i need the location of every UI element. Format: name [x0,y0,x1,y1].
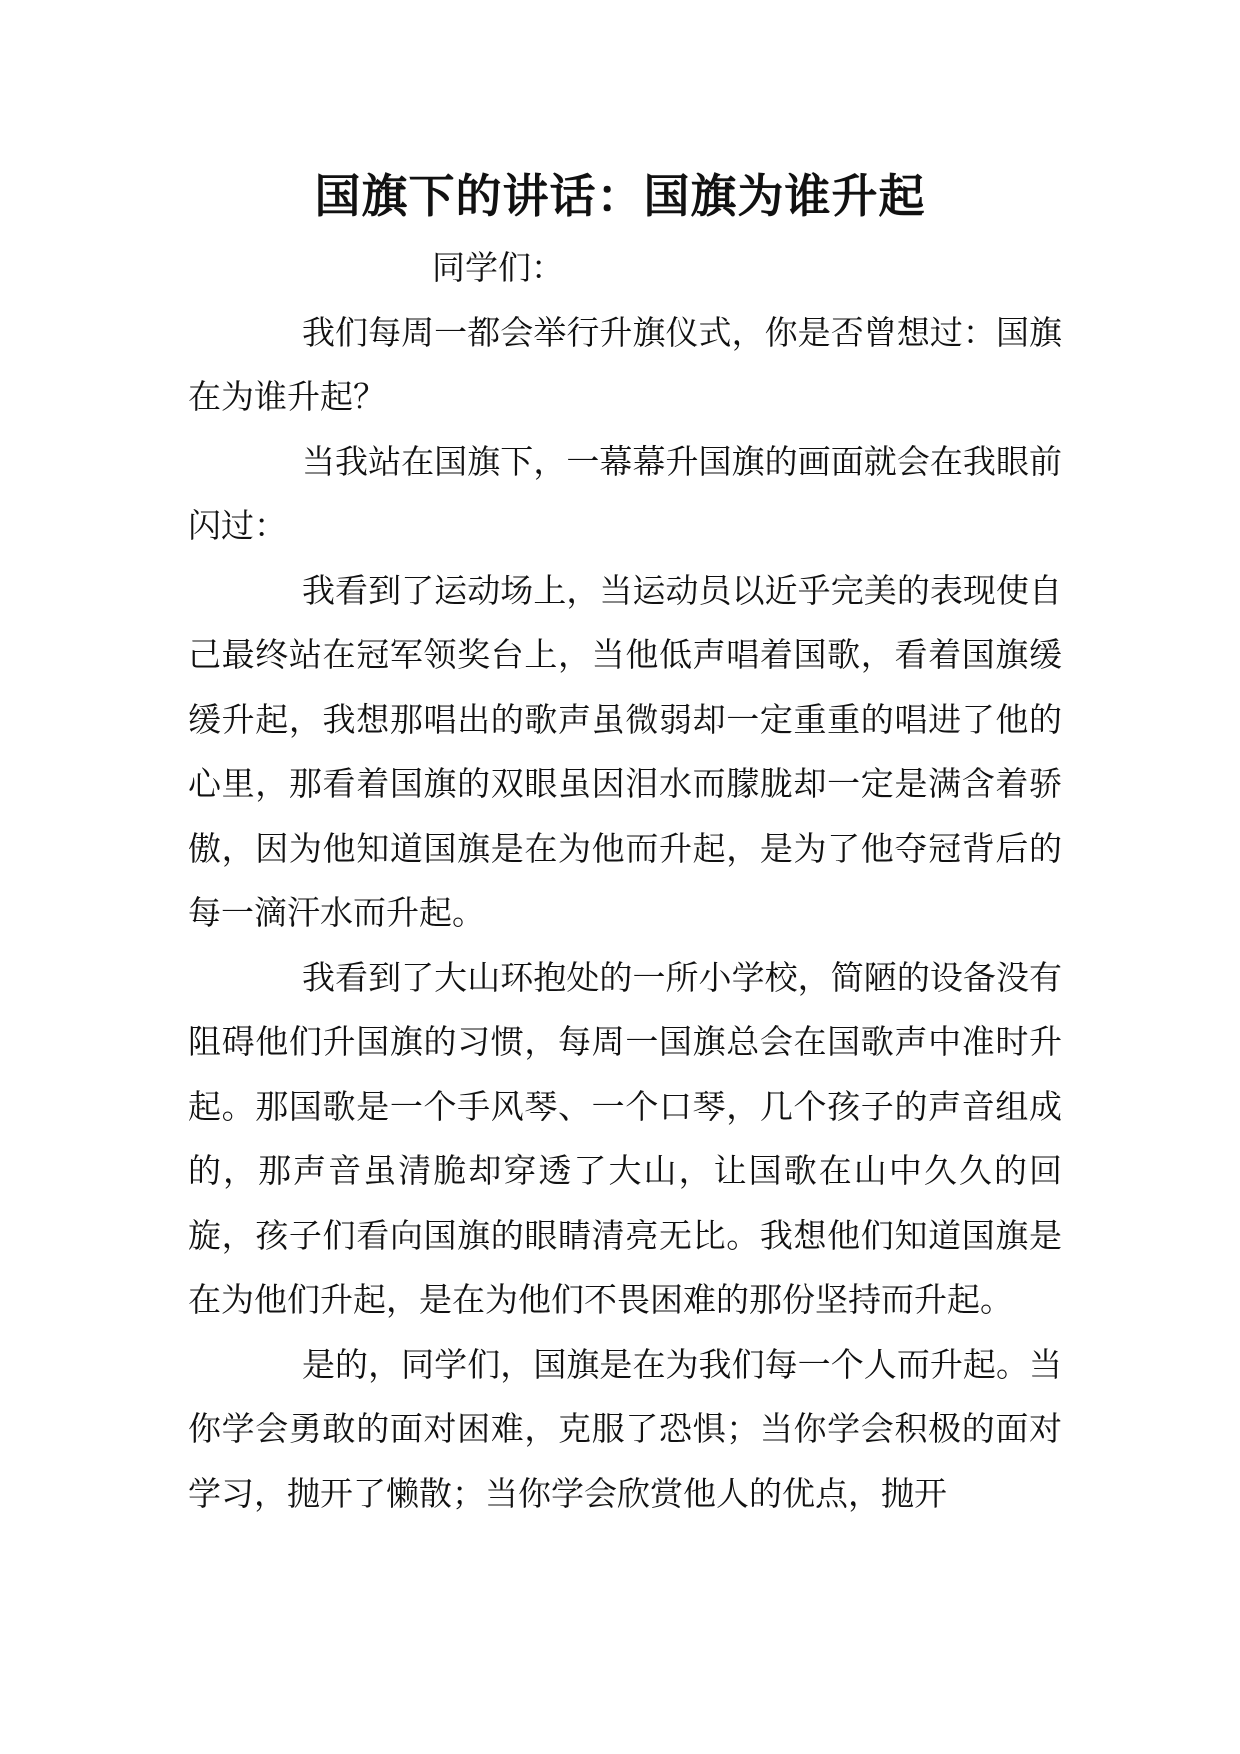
document-title: 国旗下的讲话：国旗为谁升起 [314,169,926,223]
paragraph: 我看到了运动场上，当运动员以近乎完美的表现使自己最终站在冠军领奖台上，当他低声唱着国歌，看着国旗缓缓升起，我想那唱出的歌声虽微弱却一定重重的唱进了他的心里，那看着国旗的双眼虽因泪水而朦胧却一定是满含着骄傲，因为他知道国旗是在为他而升起，是为了他夺冠背后的每一滴汗水而升起。 [188,570,1062,932]
paragraph: 我们每周一都会举行升旗仪式，你是否曾想过：国旗在为谁升起？ [188,312,1062,416]
greeting: 同学们： [432,248,564,287]
paragraph: 当我站在国旗下，一幕幕升国旗的画面就会在我眼前闪过： [188,441,1062,545]
document-body [188,236,1062,1526]
paragraph: 我看到了大山环抱处的一所小学校，简陋的设备没有阻碍他们升国旗的习惯，每周一国旗总会在国歌声中准时升起。那国歌是一个手风琴、一个口琴，几个孩子的声音组成的，那声音虽清脆却穿透了大山，让国歌在山中久久的回旋，孩子们看向国旗的眼睛清亮无比。我想他们知道国旗是在为他们升起，是在为他们不畏困难的那份坚持而升起。 [188,957,1062,1319]
paragraph: 是的，同学们，国旗是在为我们每一个人而升起。当你学会勇敢的面对困难，克服了恐惧；当你学会积极的面对学习，抛开了懒散；当你学会欣赏他人的优点，抛开 [188,1344,1062,1513]
